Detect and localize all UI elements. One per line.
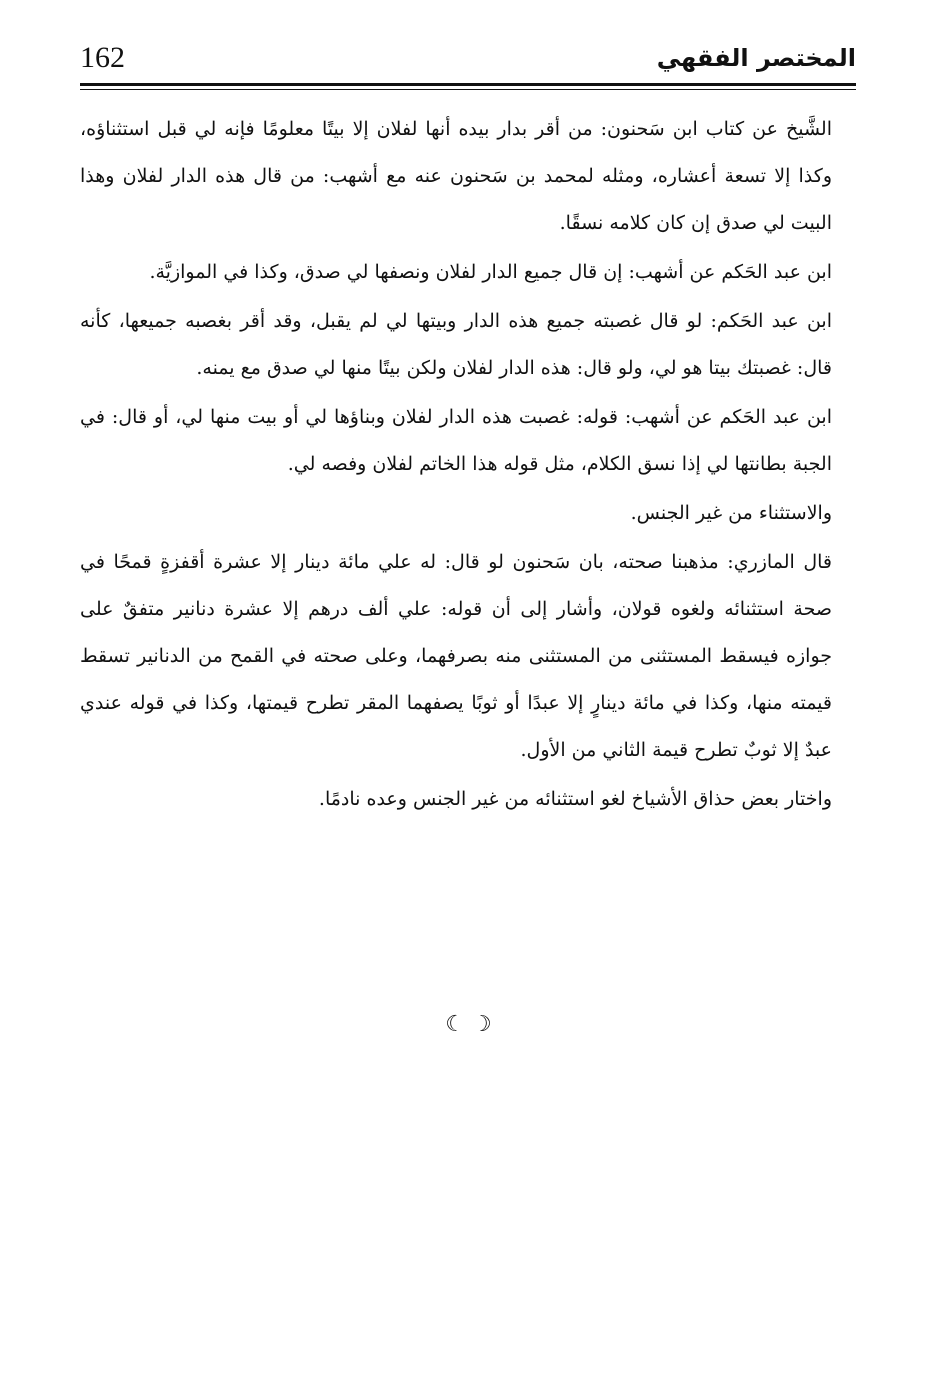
header-rule-thick xyxy=(80,83,856,86)
paragraph-2: ابن عبد الحَكم عن أشهب: إن قال جميع الدار لفلان ونصفها لي صدق، وكذا في الموازيَّة. xyxy=(149,261,832,283)
paragraph-5: والاستثناء من غير الجنس. xyxy=(630,502,832,524)
paragraph-4: ابن عبد الحَكم عن أشهب: قوله: غصبت هذه الدار لفلان وبناؤها لي أو بيت منها لي، أو قال: في الجبة بطانتها لي إذا نسق الكلام، مثل قوله هذا الخاتم لفلان وفصه لي. xyxy=(80,406,832,475)
section-end-ornament: ☾ ☽ xyxy=(445,1012,492,1037)
paragraph-6: قال المازري: مذهبنا صحته، بان سَحنون لو قال: له علي مائة دينار إلا عشرة أقفزةٍ قمحًا في صحة استثنائه ولغوه قولان، وأشار إلى أن قوله: علي ألف درهم إلا عشرة دنانير متفقٌ على جوازه فيسقط المستثنى من المستثنى منه بصرفهما، وعلى صحته في القمح من الدنانير تسقط قيمته منها، وكذا في مائة دينارٍ إلا عبدًا أو ثوبًا يصفهما المقر تطرح قيمتها، وكذا في قوله عندي عبدٌ إلا ثوبٌ تطرح قيمة الثاني من الأول. xyxy=(80,551,832,761)
page-header xyxy=(80,32,856,88)
page-number: 162 xyxy=(80,41,125,74)
paragraph-3: ابن عبد الحَكم: لو قال غصبته جميع هذه الدار وبيتها لي لم يقبل، وقد أقر بغصبه جميعها، كأنه قال: غصبتك بيتا هو لي، ولو قال: هذه الدار لفلان ولكن بيتًا منها لي صدق مع يمنه. xyxy=(80,310,832,379)
paragraph-1: الشَّيخ عن كتاب ابن سَحنون: من أقر بدار بيده أنها لفلان إلا بيتًا معلومًا فإنه لي قبل استثناؤه، وكذا إلا تسعة أعشاره، ومثله لمحمد بن سَحنون عنه مع أشهب: من قال هذه الدار لفلان وهذا البيت لي صدق إن كان كلامه نسقًا. xyxy=(80,118,832,234)
main-text xyxy=(80,106,856,825)
running-title: المختصر الفقهي xyxy=(656,44,856,72)
paragraph-7: واختار بعض حذاق الأشياخ لغو استثنائه من غير الجنس وعده نادمًا. xyxy=(318,788,832,810)
header-rule-thin xyxy=(80,89,856,90)
